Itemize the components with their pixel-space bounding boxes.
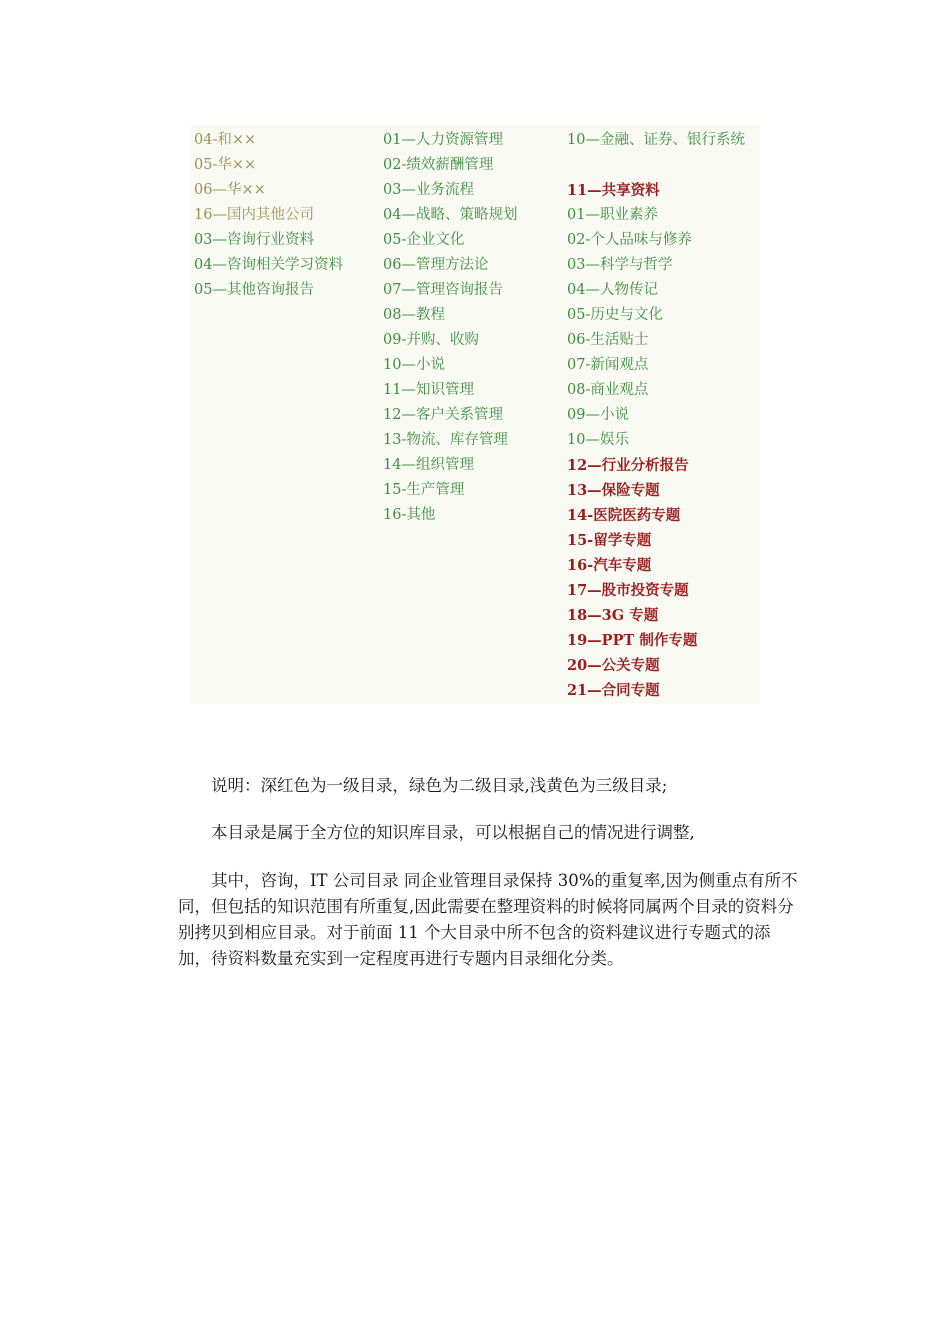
catalog-item: 03—业务流程 [383, 182, 474, 198]
catalog-item: 21—合同专题 [567, 682, 660, 699]
catalog-item: 03—科学与哲学 [567, 257, 673, 273]
catalog-item: 16—国内其他公司 [194, 207, 314, 223]
catalog-item: 05—其他咨询报告 [194, 282, 314, 298]
overlap-note [178, 868, 800, 972]
catalog-item: 14-医院医药专题 [567, 507, 681, 524]
catalog-item: 20—公关专题 [567, 657, 660, 674]
catalog-item: 02-个人品味与修养 [567, 232, 692, 248]
catalog-column-2 [383, 128, 563, 528]
catalog-item: 19—PPT 制作专题 [567, 632, 698, 649]
catalog-item: 16-其他 [383, 507, 436, 523]
catalog-item: 15-留学专题 [567, 532, 652, 549]
catalog-item: 06—管理方法论 [383, 257, 489, 273]
catalog-item: 04—人物传记 [567, 282, 658, 298]
catalog-item: 10—娱乐 [567, 432, 629, 448]
legend-note [178, 773, 800, 799]
catalog-item: 05-华×× [194, 157, 257, 173]
catalog-item: 08-商业观点 [567, 382, 649, 398]
catalog-table [190, 125, 760, 704]
catalog-item: 02-绩效薪酬管理 [383, 157, 494, 173]
catalog-item: 06-生活贴士 [567, 332, 649, 348]
catalog-item: 13-物流、库存管理 [383, 432, 508, 448]
overlap-note-text: 其中，咨询，IT 公司目录 同企业管理目录保持 30%的重复率,因为侧重点有所不同，但包括的知识范围有所重复,因此需要在整理资料的时候将同属两个目录的资料分别拷贝到相应目录。对于前面 11 个大目录中所不包含的资料建议进行专题式的添加，待资料数量充实到一定程度再进行专题内目录细化分类。 [178, 871, 798, 968]
catalog-item: 09-并购、收购 [383, 332, 479, 348]
catalog-item: 11—共享资料 [567, 182, 660, 199]
catalog-item: 01—人力资源管理 [383, 132, 503, 148]
adjust-note-text: 本目录是属于全方位的知识库目录，可以根据自己的情况进行调整, [211, 823, 695, 842]
catalog-item: 05-企业文化 [383, 232, 465, 248]
catalog-item: 08—教程 [383, 307, 445, 323]
catalog-item: 11—知识管理 [383, 382, 474, 398]
catalog-item: 09—小说 [567, 407, 629, 423]
legend-note-text: 说明：深红色为一级目录，绿色为二级目录,浅黄色为三级目录; [211, 776, 668, 795]
catalog-item: 12—行业分析报告 [567, 457, 689, 474]
catalog-item: 10—小说 [383, 357, 445, 373]
catalog-column-1 [194, 128, 374, 303]
catalog-item: 15-生产管理 [383, 482, 465, 498]
catalog-item: 01—职业素养 [567, 207, 658, 223]
catalog-item: 04-和×× [194, 132, 257, 148]
catalog-item: 12—客户关系管理 [383, 407, 503, 423]
catalog-item: 04—战略、策略规划 [383, 207, 518, 223]
catalog-column-3 [567, 128, 757, 703]
catalog-item: 14—组织管理 [383, 457, 474, 473]
catalog-item: 16-汽车专题 [567, 557, 652, 574]
catalog-item: 05-历史与文化 [567, 307, 663, 323]
catalog-item: 04—咨询相关学习资料 [194, 257, 343, 273]
catalog-item: 18—3G 专题 [567, 607, 659, 624]
catalog-item: 07-新闻观点 [567, 357, 649, 373]
catalog-item: 07—管理咨询报告 [383, 282, 503, 298]
catalog-item: 03—咨询行业资料 [194, 232, 314, 248]
catalog-item: 06—华×× [194, 182, 266, 198]
adjust-note [178, 820, 800, 846]
catalog-item: 17—股市投资专题 [567, 582, 689, 599]
catalog-item: 13—保险专题 [567, 482, 660, 499]
catalog-item: 10—金融、证券、银行系统 [567, 132, 745, 148]
